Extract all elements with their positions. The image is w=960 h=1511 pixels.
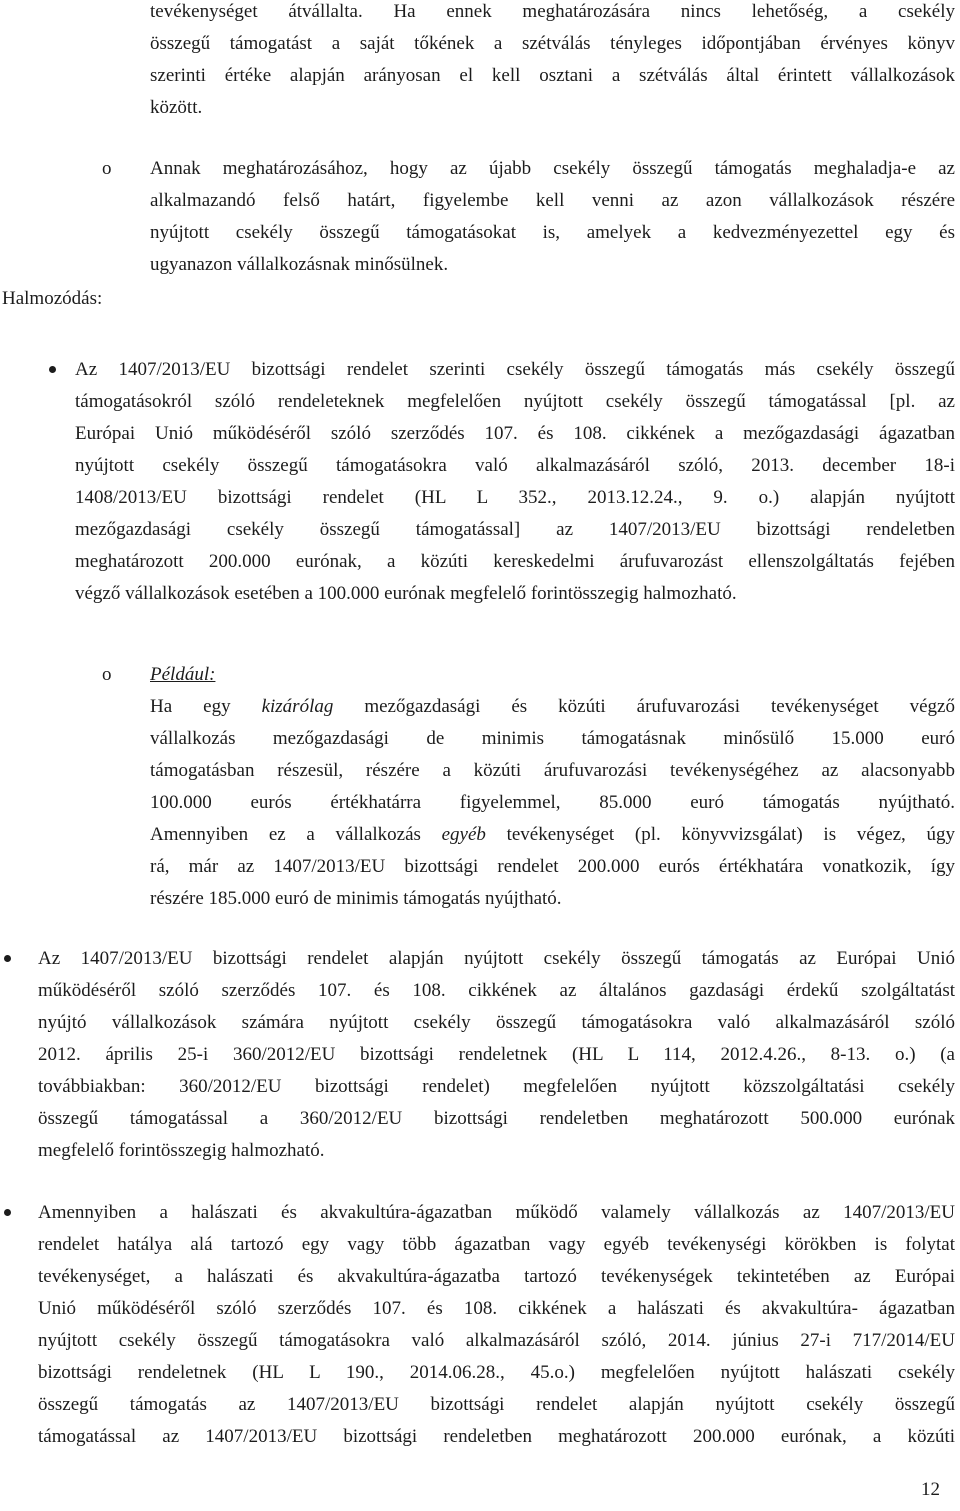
text-line: működéséről szóló szerződés 107. és 108. cikkének az általános gazdasági érdekű szolgáltatást	[38, 980, 955, 1001]
text-line: részére 185.000 euró de minimis támogatás nyújtható.	[150, 888, 562, 909]
text-line: rendelet hatálya alá tartozó egy vagy több ágazatban vagy egyéb tevékenységi körökben is folytat	[38, 1234, 955, 1255]
text-line: nyújtott csekély összegű támogatásokat is, amelyek a kedvezményezettel egy és	[150, 222, 955, 243]
text-line: Annak meghatározásához, hogy az újabb csekély összegű támogatás meghaladja-e az	[150, 158, 955, 179]
text-line: megfelelő forintösszegig halmozható.	[38, 1140, 325, 1161]
text-line: vállalkozás mezőgazdasági de minimis támogatásnak minősülő 15.000 euró	[150, 728, 955, 749]
text-line: nyújtó vállalkozások számára nyújtott csekély összegű támogatásokra való alkalmazásáról szóló	[38, 1012, 955, 1033]
text-line: között.	[150, 97, 203, 118]
circle-bullet-icon: o	[102, 158, 112, 179]
text-line: továbbiakban: 360/2012/EU bizottsági rendelet) megfelelően nyújtott közszolgáltatási csekély	[38, 1076, 955, 1097]
text-line: tevékenységet átvállalta. Ha ennek meghatározására nincs lehetőség, a csekély	[150, 1, 955, 22]
bullet-dot-icon	[49, 366, 56, 373]
text-line: összegű támogatás az 1407/2013/EU bizottsági rendelet alapján nyújtott csekély összegű	[38, 1394, 955, 1415]
text-line: ugyanazon vállalkozásnak minősülnek.	[150, 254, 449, 275]
bullet-paragraph	[38, 943, 955, 1167]
text-line: meghatározott 200.000 eurónak, a közúti kereskedelmi árufuvarozást ellenszolgáltatás fejében	[75, 551, 955, 572]
section-heading: Halmozódás:	[2, 288, 103, 309]
bullet-dot-icon	[4, 955, 11, 962]
text-line: Az 1407/2013/EU bizottsági rendelet szerinti csekély összegű támogatás más csekély összegű	[75, 359, 955, 380]
text-line: Unió működéséről szóló szerződés 107. és 108. cikkének a halászati és akvakultúra- ágazatban	[38, 1298, 955, 1319]
circle-bullet-icon: o	[102, 664, 112, 685]
text-line: Európai Unió működéséről szóló szerződés 107. és 108. cikkének a mezőgazdasági ágazatban	[75, 423, 955, 444]
text-line: szerinti értéke alapján arányosan el kell osztani a szétválás által érintett vállalkozások	[150, 65, 955, 86]
text-line: 2012. április 25-i 360/2012/EU bizottsági rendeletnek (HL L 114, 2012.4.26., 8-13. o.) (a	[38, 1044, 955, 1065]
text-line: mezőgazdasági csekély összegű támogatással] az 1407/2013/EU bizottsági rendeletben	[75, 519, 955, 540]
text-line: tevékenységet, a halászati és akvakultúra-ágazatba tartozó tevékenységek tekintetében az Európai	[38, 1266, 955, 1287]
text-line: Amennyiben a halászati és akvakultúra-ágazatban működő valamely vállalkozás az 1407/2013/EU	[38, 1202, 955, 1223]
intro-paragraph	[150, 0, 955, 124]
text-line: nyújtott csekély összegű támogatásokra való alkalmazásáról szóló, 2013. december 18-i	[75, 455, 955, 476]
text-line: 100.000 eurós értékhatárra figyelemmel, 85.000 euró támogatás nyújtható.	[150, 792, 955, 813]
page-number: 12	[921, 1479, 940, 1500]
text-line: bizottsági rendeletnek (HL L 190., 2014.06.28., 45.o.) megfelelően nyújtott halászati csekély	[38, 1362, 955, 1383]
text-line: összegű támogatással a 360/2012/EU bizottsági rendeletben meghatározott 500.000 eurónak	[38, 1108, 955, 1129]
sub-item-paragraph	[150, 153, 955, 281]
text-line: rá, már az 1407/2013/EU bizottsági rendelet 200.000 eurós értékhatára vonatkozik, így	[150, 856, 955, 877]
bullet-paragraph	[75, 354, 955, 610]
text-line: Amennyiben ez a vállalkozás egyéb tevékenységet (pl. könyvvizsgálat) is végez, úgy	[150, 824, 955, 845]
text-line: Ha egy kizárólag mezőgazdasági és közúti árufuvarozási tevékenységet végző	[150, 696, 955, 717]
text-line: alkalmazandó felső határt, figyelembe kell venni az azon vállalkozások részére	[150, 190, 955, 211]
bullet-dot-icon	[4, 1209, 11, 1216]
text-line: 1408/2013/EU bizottsági rendelet (HL L 352., 2013.12.24., 9. o.) alapján nyújtott	[75, 487, 955, 508]
text-line: támogatásban részesül, részére a közúti árufuvarozási tevékenységéhez az alacsonyabb	[150, 760, 955, 781]
text-line: Az 1407/2013/EU bizottsági rendelet alapján nyújtott csekély összegű támogatás az Európai Unió	[38, 948, 955, 969]
example-paragraph	[150, 659, 955, 915]
text-line: támogatásokról szóló rendeleteknek megfelelően nyújtott csekély összegű támogatással [pl. az	[75, 391, 955, 412]
text-line: összegű támogatást a saját tőkének a szétválás tényleges időpontjában érvényes könyv	[150, 33, 955, 54]
text-line: nyújtott csekély összegű támogatásokra való alkalmazásáról szóló, 2014. június 27-i 717/2014/EU	[38, 1330, 955, 1351]
text-line: végző vállalkozások esetében a 100.000 eurónak megfelelő forintösszegig halmozható.	[75, 583, 737, 604]
example-label: Például:	[150, 664, 216, 685]
text-line: támogatással az 1407/2013/EU bizottsági rendeletben meghatározott 200.000 eurónak, a közúti	[38, 1426, 955, 1447]
bullet-paragraph	[38, 1197, 955, 1453]
